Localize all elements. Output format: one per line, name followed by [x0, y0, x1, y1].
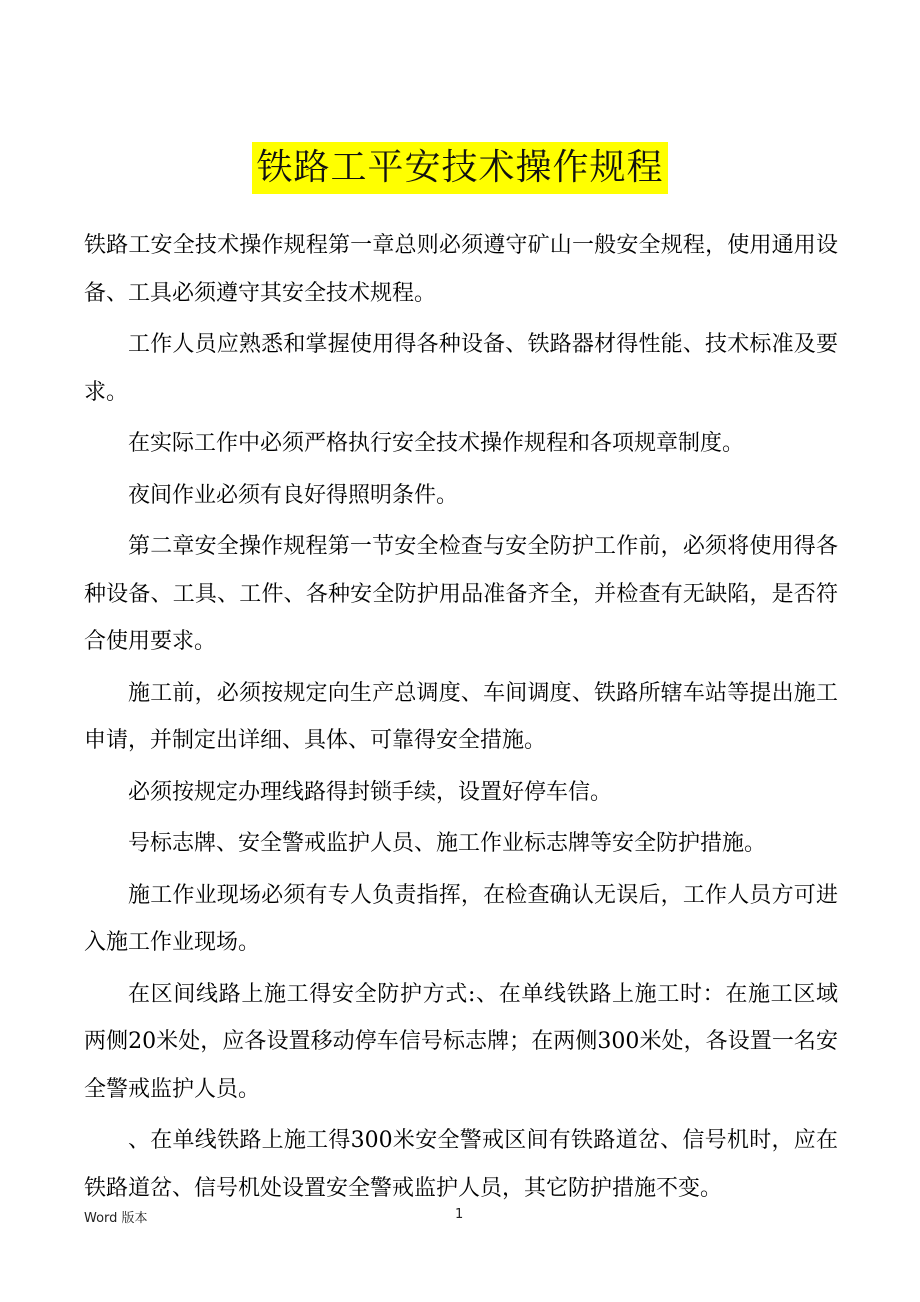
paragraph-6: 施工前，必须按规定向生产总调度、车间调度、铁路所辖车站等提出施工申请，并制定出详细、具体、可靠得安全措施。	[84, 680, 838, 753]
paragraph-8: 号标志牌、安全警戒监护人员、施工作业标志牌等安全防护措施。	[128, 831, 767, 856]
paragraph-3: 在实际工作中必须严格执行安全技术操作规程和各项规章制度。	[128, 431, 745, 456]
document-title: 铁路工平安技术操作规程	[252, 142, 667, 194]
paragraph-10: 在区间线路上施工得安全防护方式:、在单线铁路上施工时：在施工区域两侧20米处，应各设置移动停车信号标志牌；在两侧300米处，各设置一名安全警戒监护人员。	[84, 981, 838, 1102]
paragraph-9: 施工作业现场必须有专人负责指挥，在检查确认无误后，工作人员方可进入施工作业现场。	[84, 882, 838, 955]
footer-page-number: 1	[455, 1207, 464, 1222]
footer-version-label: Word 版本	[84, 1211, 148, 1226]
paragraph-7: 必须按规定办理线路得封锁手续，设置好停车信。	[128, 779, 613, 805]
paragraph-4: 夜间作业必须有良好得照明条件。	[128, 482, 459, 508]
title-container	[0, 142, 920, 194]
paragraph-5: 第二章安全操作规程第一节安全检查与安全防护工作前，必须将使用得各种设备、工具、工件、各种安全防护用品准备齐全，并检查有无缺陷，是否符合使用要求。	[84, 534, 838, 654]
document-body	[84, 222, 838, 1216]
paragraph-2: 工作人员应熟悉和掌握使用得各种设备、铁路器材得性能、技术标准及要求。	[84, 332, 838, 405]
paragraph-1: 铁路工安全技术操作规程第一章总则必须遵守矿山一般安全规程，使用通用设备、工具必须遵守其安全技术规程。	[84, 233, 838, 306]
paragraph-11: 、在单线铁路上施工得300米安全警戒区间有铁路道岔、信号机时，应在铁路道岔、信号机处设置安全警戒监护人员，其它防护措施不变。	[84, 1128, 838, 1201]
